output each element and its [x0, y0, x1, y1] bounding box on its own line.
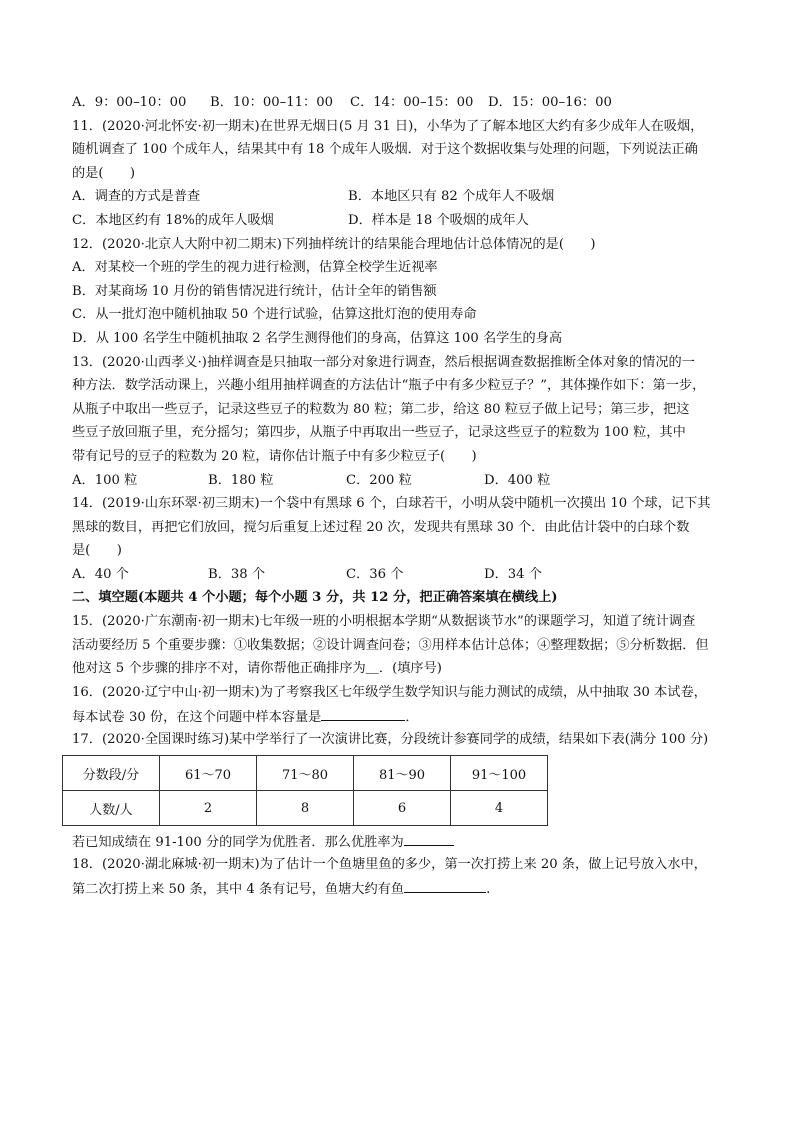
q14-options — [72, 564, 722, 586]
table-row — [63, 791, 548, 826]
table-cell: 2 — [160, 791, 257, 826]
q12-option-d: D．从 100 名学生中随机抽取 2 名学生测得他们的身高，估算这 100 名学生的身高 — [72, 330, 563, 346]
q14-line-1: 14．(2019·山东环翠·初三期末)一个袋中有黑球 6 个，白球若干，小明从袋中随机一次摸出 10 个球，记下其 — [72, 496, 711, 512]
document-page — [72, 92, 722, 901]
q18-line-1: 18．(2020·湖北麻城·初一期末)为了估计一个鱼塘里鱼的多少，第一次打捞上来 20 条，做上记号放入水中， — [72, 856, 707, 872]
q13-line-3: 从瓶子中取出一些豆子，记录这些豆子的粒数为 80 粒；第二步，给这 80 粒豆子做上记号；第三步，把这 — [72, 401, 690, 417]
q13-option-d: D．400 粒 — [484, 472, 551, 488]
table-cell: 6 — [354, 791, 451, 826]
table-cell: 人数/人 — [63, 791, 160, 826]
q14-option-a: A．40 个 — [72, 566, 129, 582]
q16-line-2 — [72, 705, 722, 727]
q18-line-2-text: 第二次打捞上来 50 条，其中 4 条有记号，鱼塘大约有鱼 — [72, 882, 405, 898]
q11-line-3: 的是( ) — [72, 165, 136, 181]
q12-stem: 12．(2020·北京人大附中初二期末)下列抽样统计的结果能合理地估计总体情况的是( ) — [72, 236, 596, 252]
q14-option-d: D．34 个 — [484, 566, 542, 582]
q11-option-a: A．调查的方式是普查 — [72, 189, 201, 205]
q16-line-2-text: 每本试卷 30 份，在这个问题中样本容量是 — [72, 710, 322, 726]
table-cell: 4 — [451, 791, 548, 826]
q10-option-a: A．9：00–10：00 — [72, 95, 187, 110]
table-row — [63, 756, 548, 791]
table-cell: 91～100 — [451, 756, 548, 791]
q13-option-b: B．180 粒 — [208, 472, 274, 488]
q11-option-d: D．样本是 18 个吸烟的成年人 — [348, 212, 529, 228]
q17-score-table — [62, 755, 548, 826]
q18-answer-blank[interactable] — [404, 877, 486, 893]
table-cell: 71～80 — [257, 756, 354, 791]
q14-line-3: 是( ) — [72, 543, 122, 559]
q14-line-2: 黑球的数目，再把它们放回，搅匀后重复上述过程 20 次，发现共有黑球 30 个．由此估计袋中的白球个数 — [72, 519, 690, 535]
q17-answer-blank[interactable] — [404, 830, 454, 846]
q13-option-a: A．100 粒 — [72, 472, 138, 488]
q16-line-1: 16．(2020·辽宁中山·初一期末)为了考察我区七年级学生数学知识与能力测试的成绩，从中抽取 30 本试卷， — [72, 684, 707, 700]
q15-line-1: 15．(2020·广东潮南·初一期末)七年级一班的小明根据本学期“从数据谈节水”的课题学习，知道了统计调查 — [72, 614, 696, 630]
q16-line-2-end: ． — [405, 710, 419, 726]
q13-option-c: C．200 粒 — [346, 472, 412, 488]
table-cell: 分数段/分 — [63, 756, 160, 791]
q10-option-c: C．14：00–15：00 — [350, 95, 474, 110]
q13-line-1: 13．(2020·山西孝义·)抽样调查是只抽取一部分对象进行调查，然后根据调查数据推断全体对象的情况的一 — [72, 354, 695, 370]
q18-line-2 — [72, 877, 722, 899]
section-2-heading: 二、填空题(本题共 4 个小题；每个小题 3 分，共 12 分，把正确答案填在横线上) — [72, 590, 558, 606]
q13-line-4: 些豆子放回瓶子里，充分摇匀；第四步，从瓶子中再取出一些豆子，记录这些豆子的粒数为 100 粒，其中 — [72, 425, 686, 441]
q15-line-3: 他对这 5 个步骤的排序不对，请你帮他正确排序为＿．(填序号) — [72, 661, 442, 677]
q11-option-c: C．本地区约有 18%的成年人吸烟 — [72, 212, 274, 228]
q17-after — [72, 830, 722, 852]
q17-stem: 17．(2020·全国课时练习)某中学举行了一次演讲比赛，分段统计参赛同学的成绩，结果如下表(满分 100 分) — [72, 732, 709, 748]
table-cell: 8 — [257, 791, 354, 826]
q14-option-c: C．36 个 — [346, 566, 404, 582]
q10-option-b: B．10：00–11：00 — [210, 95, 333, 110]
q16-answer-blank[interactable] — [321, 705, 405, 721]
q14-option-b: B．38 个 — [208, 566, 266, 582]
table-cell: 61～70 — [160, 756, 257, 791]
q12-option-b: B．对某商场 10 月份的销售情况进行统计，估计全年的销售额 — [72, 283, 437, 299]
q13-options — [72, 470, 722, 492]
q11-line-1: 11．(2020·河北怀安·初一期末)在世界无烟日(5 月 31 日)，小华为了了解本地区大约有多少成年人在吸烟， — [72, 118, 704, 134]
q13-line-5: 带有记号的豆子的粒数为 20 粒，请你估计瓶子中有多少粒豆子( ) — [72, 448, 477, 464]
q17-after-text: 若已知成绩在 91-100 分的同学为优胜者．那么优胜率为 — [72, 835, 404, 851]
q11-options-row-2 — [72, 210, 722, 232]
table-cell: 81～90 — [354, 756, 451, 791]
q15-line-2: 活动要经历 5 个重要步骤：①收集数据；②设计调查问卷；③用样本估计总体；④整理数据；⑤分析数据．但 — [72, 637, 709, 653]
q18-line-2-end: . — [486, 882, 491, 898]
q10-option-d: D．15：00–16：00 — [488, 95, 612, 110]
q11-option-b: B．本地区只有 82 个成年人不吸烟 — [348, 189, 555, 205]
q10-options — [72, 92, 722, 114]
q11-options-row-1 — [72, 186, 722, 208]
q11-line-2: 随机调查了 100 个成年人，结果其中有 18 个成年人吸烟．对于这个数据收集与处理的问题，下列说法正确 — [72, 142, 698, 158]
q12-option-c: C．从一批灯泡中随机抽取 50 个进行试验，估算这批灯泡的使用寿命 — [72, 307, 477, 323]
q13-line-2: 种方法．数学活动课上，兴趣小组用抽样调查的方法估计“瓶子中有多少粒豆子？”，其体操作如下：第一步， — [72, 378, 706, 394]
q12-option-a: A．对某校一个班的学生的视力进行检测，估算全校学生近视率 — [72, 260, 438, 276]
